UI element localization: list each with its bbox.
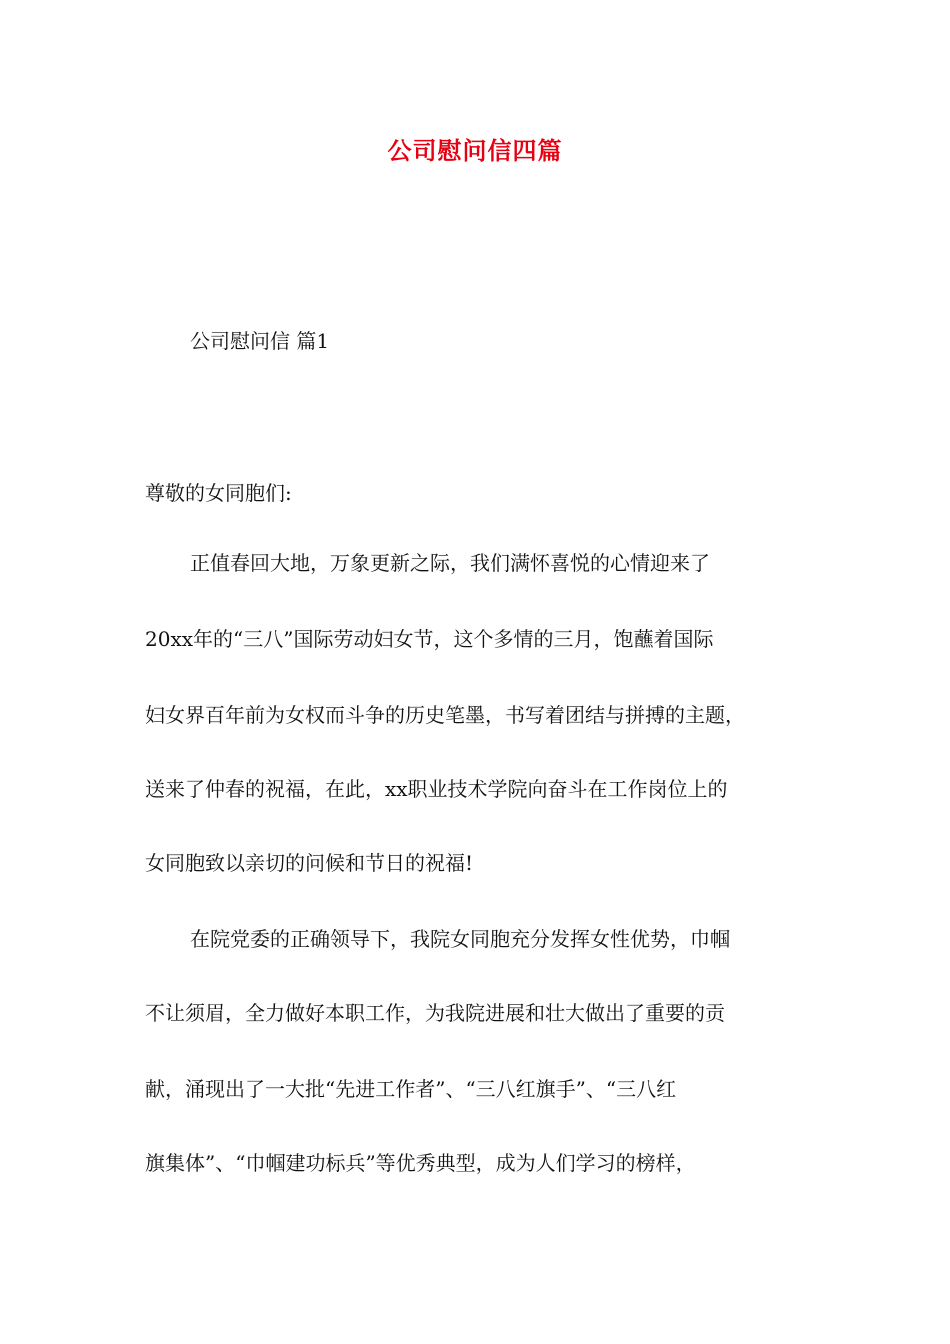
paragraph-2-line-2: 不让须眉，全力做好本职工作，为我院进展和壮大做出了重要的贡: [145, 1001, 725, 1025]
paragraph-2-line-1: 在院党委的正确领导下，我院女同胞充分发挥女性优势，巾帼: [190, 927, 730, 951]
document-title: 公司慰问信四篇: [387, 137, 563, 165]
paragraph-1-line-5: 女同胞致以亲切的问候和节日的祝福!: [145, 851, 474, 875]
paragraph-1-line-3: 妇女界百年前为女权而斗争的历史笔墨，书写着团结与拼搏的主题，: [145, 703, 745, 727]
paragraph-2-line-3: 献，涌现出了一大批“先进工作者”、“三八红旗手”、“三八红: [145, 1077, 677, 1101]
greeting-line: 尊敬的女同胞们:: [145, 481, 292, 505]
paragraph-1-line-2: 20xx年的“三八”国际劳动妇女节，这个多情的三月，饱蘸着国际: [145, 627, 714, 651]
paragraph-1-line-1: 正值春回大地，万象更新之际，我们满怀喜悦的心情迎来了: [190, 551, 710, 575]
paragraph-1-line-4: 送来了仲春的祝福，在此，xx职业技术学院向奋斗在工作岗位上的: [145, 777, 728, 801]
section-heading: 公司慰问信 篇1: [190, 329, 330, 353]
paragraph-2-line-4: 旗集体”、“巾帼建功标兵”等优秀典型，成为人们学习的榜样，: [145, 1151, 696, 1175]
